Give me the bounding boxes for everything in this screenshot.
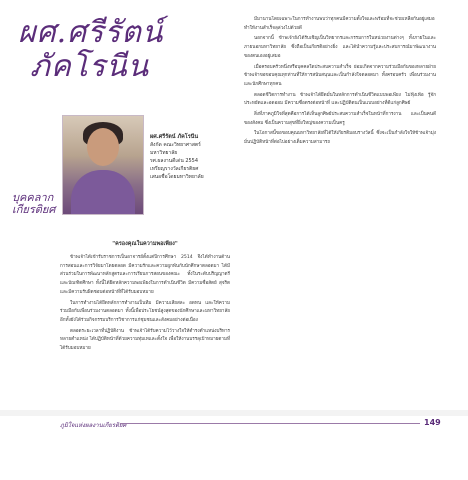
- right-paragraph-4: ตลอดชีวิตการทำงาน ข้าพเจ้าได้ยึดมั่นในหลักการดำเนินชีวิตแบบพอเพียง ไม่ฟุ้งเฟ้อ รู้จักประหยัดและอดออม มีความซื่อตรงต่อหน้าที่ และปฏิบัติตนเป็นแบบอย่างที่ดีแก่ลูกศิษย์: [244, 92, 436, 107]
- profile-line-1: สังกัด คณะวิทยาศาสตร์ มหาวิทยาลัย: [150, 142, 201, 156]
- right-paragraph-2: นอกจากนี้ ข้าพเจ้ายังได้รับเชิญเป็นวิทยากรและกรรมการในหน่วยงานต่างๆ ทั้งภายในและภายนอกมหาวิทยาลัย ซึ่งถือเป็นเกียรติอย่างยิ่ง และได้นำความรู้และประสบการณ์มาพัฒนางานของตนเองอยู่เสมอ: [244, 36, 436, 59]
- quote-heading: "ครองคุณในความพอเพียง": [112, 241, 178, 247]
- right-column: [244, 16, 436, 150]
- profile-line-4: เสนอชื่อโดยมหาวิทยาลัย: [150, 174, 204, 180]
- footer-band: [0, 410, 468, 416]
- footer-divider: [120, 423, 420, 424]
- footer-caption: ภูมิใจแห่งผลงานเกียรติยศ: [60, 422, 127, 429]
- portrait-photo: [62, 115, 144, 215]
- left-paragraph-2: ในการทำงานได้ยึดหลักการทำงานเป็นทีม มีความเสียสละ อดทน และให้ความร่วมมือกับเพื่อนร่วมงานตลอดมา ทั้งนี้เพื่อประโยชน์สูงสุดของนักศึกษาและมหาวิทยาลัย อีกทั้งยังได้ร่วมกิจกรรมบริการวิชาการแก่ชุมชนและสังคมอย่างต่อเนื่อง: [60, 300, 230, 323]
- left-paragraph-1: ข้าพเจ้าได้เข้ารับราชการเป็นอาจารย์ตั้งแต่ปีการศึกษา 2514 จึงได้ทำงานด้านการสอนและการวิจัยมาโดยตลอด มีความรักและความผูกพันกับนักศึกษาตลอดมา ได้มีส่วนร่วมในการพัฒนาหลักสูตรและการเรียนการสอนของคณะ ทั้งในระดับปริญญาตรีและบัณฑิตศึกษา ทั้งนี้ได้ยึดหลักความพอเพียงในการดำเนินชีวิต มีความซื่อสัตย์ สุจริต และมีความรับผิดชอบต่อหน้าที่ที่ได้รับมอบหมาย: [60, 255, 230, 295]
- portrait-body: [71, 170, 135, 215]
- title-line-2: ภัคโรนีน: [30, 49, 150, 84]
- page-title: [18, 16, 163, 84]
- left-column: [60, 254, 230, 356]
- profile-name: ผศ.ศรีรัตน์ ภัคโรนีน: [150, 134, 199, 140]
- side-label: [12, 192, 55, 216]
- side-label-line-1: บุคคลาก: [12, 191, 54, 204]
- side-label-line-2: เกียรติยศ: [12, 203, 56, 216]
- page-number: 149: [424, 418, 441, 427]
- left-paragraph-3: ตลอดระยะเวลาที่ปฏิบัติงาน ข้าพเจ้าได้รับความไว้วางใจให้ดำรงตำแหน่งบริหารหลายตำแหน่ง ได้ปฏิบัติหน้าที่ด้วยความทุ่มเทและตั้งใจ เพื่อให้งานบรรลุเป้าหมายตามที่ได้รับมอบหมาย: [60, 328, 230, 352]
- profile-line-3: เหรียญรางวัลเกียรติยศ: [150, 166, 199, 172]
- right-paragraph-3: เมื่อครอบครัวหนึ่งหรือบุคคลใดประสบความสำเร็จ ย่อมเกิดจากความร่วมมือกันของหลายฝ่าย ข้าพเจ้าขอขอบคุณทุกท่านที่ให้การสนับสนุนและเป็นกำลังใจตลอดมา ทั้งครอบครัว เพื่อนร่วมงาน และนักศึกษาทุกคน: [244, 64, 436, 87]
- title-line-1: ผศ.ศรีรัตน์: [18, 15, 164, 50]
- right-paragraph-6: ในโอกาสนี้ขอขอบคุณมหาวิทยาลัยที่ได้ให้เกียรติมอบรางวัลนี้ ซึ่งจะเป็นกำลังใจให้ข้าพเจ้ามุ่งมั่นปฏิบัติหน้าที่ต่อไปอย่างเต็มความสามารถ: [244, 131, 436, 146]
- right-paragraph-5: สิ่งที่ภาคภูมิใจที่สุดคือการได้เห็นลูกศิษย์ประสบความสำเร็จในหน้าที่การงาน และเป็นคนดีของสังคม ซึ่งเป็นความสุขที่ยิ่งใหญ่ของความเป็นครู: [244, 112, 436, 126]
- portrait-face: [87, 128, 119, 166]
- profile-line-2: รศ.ผลงานดีเด่น 2554: [150, 158, 199, 164]
- profile-info: [150, 133, 228, 181]
- right-paragraph-1: มีมานานโดยเฉพาะในการทำงานพบว่าทุกคนมีความตั้งใจและพร้อมที่จะช่วยเหลือกันอยู่เสมอ ทำให้งานสำเร็จลุล่วงไปด้วยดี: [244, 17, 435, 31]
